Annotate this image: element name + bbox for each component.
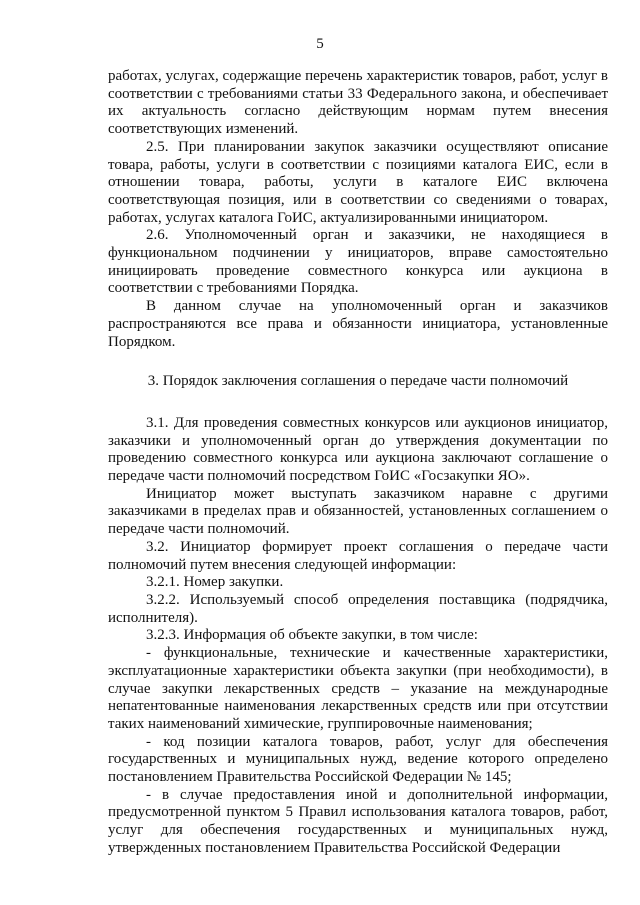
document-body — [108, 68, 608, 858]
paragraph-2-6: 2.6. Уполномоченный орган и заказчики, не находящиеся в функциональном подчинении у инициаторов, вправе самостоятельно инициировать проведение совместного конкурса или аукциона в соответствии с требованиями Порядка. — [108, 227, 608, 297]
paragraph-initiator-rights: В данном случае на уполномоченный орган и заказчиков распространяются все права и обязанности инициатора, установленные Порядком. — [108, 298, 608, 350]
paragraph-3-2: 3.2. Инициатор формирует проект соглашения о передаче части полномочий путем внесения следующей информации: — [108, 538, 608, 573]
paragraph-3-1: 3.1. Для проведения совместных конкурсов или аукционов инициатор, заказчики и уполномоченный орган до утверждения документации по проведению совместного конкурса или аукциона заключают соглашение о передаче части полномочий посредством ГоИС «Госзакупки ЯО». — [108, 414, 608, 485]
paragraph-3-2-1: 3.2.1. Номер закупки. — [146, 574, 284, 591]
list-item-catalog-code: - код позиции каталога товаров, работ, услуг для обеспечения государственных и муниципальных нужд, ведение которого определено постановлением Правительства Российской Федерации № 145; — [108, 733, 608, 786]
paragraph-initiator-customer: Инициатор может выступать заказчиком наравне с другими заказчиками в пределах прав и обязанностей, установленных соглашением о передаче части полномочий. — [108, 485, 608, 538]
section-heading: 3. Порядок заключения соглашения о передаче части полномочий — [147, 373, 569, 390]
paragraph-3-2-3: 3.2.3. Информация об объекте закупки, в том числе: — [146, 627, 478, 644]
paragraph-2-5: 2.5. При планировании закупок заказчики осуществляют описание товара, работы, услуги в соответствии с позициями каталога ЕИС, если в отношении товара, работы, услуги в каталоге ЕИС включена соответствующая позиция, или в соответствии со сведениями о товарах, работах, услугах каталога ГоИС, актуализированными инициатором. — [108, 138, 608, 226]
paragraph-3-2-2: 3.2.2. Используемый способ определения поставщика (подрядчика, исполнителя). — [108, 591, 608, 626]
paragraph-continuation: работах, услугах, содержащие перечень характеристик товаров, работ, услуг в соответствии с требованиями статьи 33 Федерального закона, и обеспечивает их актуальность согласно действующим нормам путем внесения соответствующих изменений. — [108, 68, 608, 138]
page-number: 5 — [316, 36, 324, 52]
list-item-characteristics: - функциональные, технические и качественные характеристики, эксплуатационные характеристики объекта закупки (при необходимости), в случае закупки лекарственных средств – указание на международные непатентованные наименования лекарственных средств или при отсутствии таких наименований химические, группировочные наименования; — [108, 645, 608, 732]
list-item-additional-info: - в случае предоставления иной и дополнительной информации, предусмотренной пунктом 5 Правил использования каталога товаров, работ, услуг для обеспечения государственных и муниципальных нужд, утвержденных постановлением Правительства Российской Федерации — [108, 786, 608, 856]
